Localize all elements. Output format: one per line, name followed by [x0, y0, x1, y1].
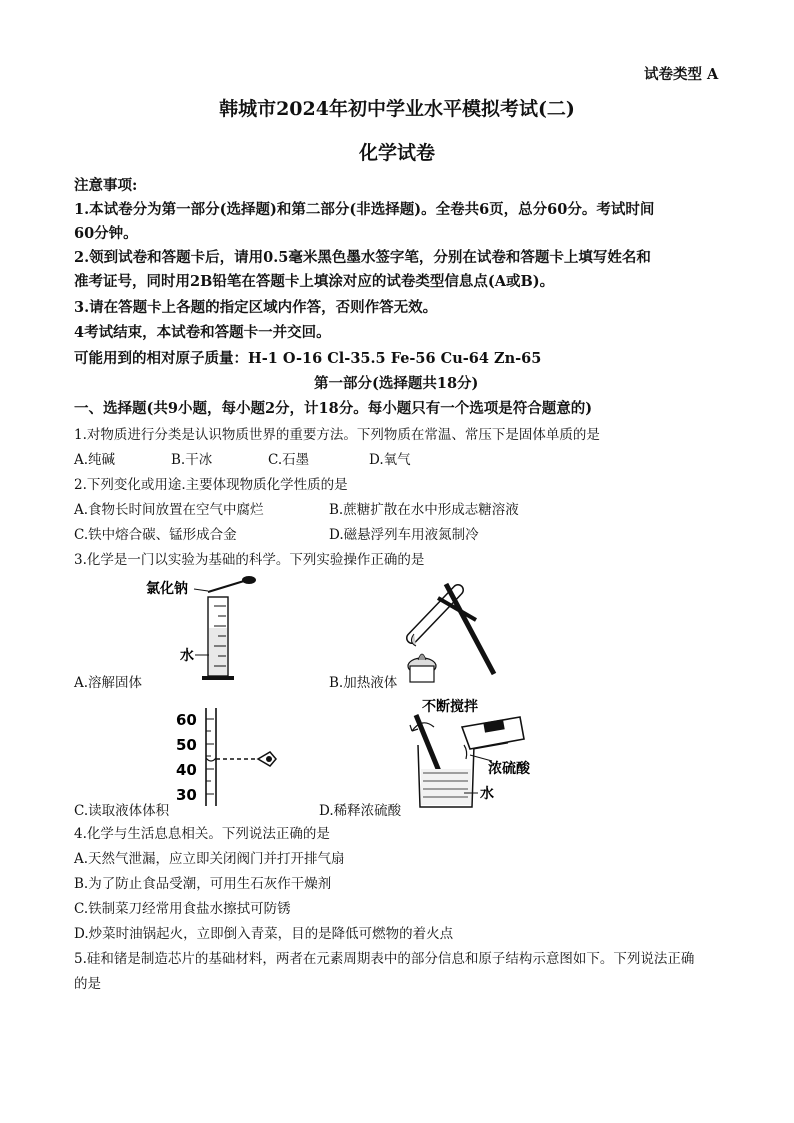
q1-option-d: D.氧气	[369, 452, 411, 468]
q4-option-a: A.天然气泄漏，应立即关闭阀门并打开排气扇	[74, 851, 345, 867]
section-heading: 一、选择题(共9小题，每小题2分，计18分。每小题只有一个选项是符合题意的)	[74, 400, 593, 417]
q3-option-d: D.稀释浓硫酸	[319, 803, 402, 819]
part1-heading: 第一部分(选择题共18分)	[314, 375, 479, 392]
figure-dissolving-solid	[140, 572, 260, 684]
q4-option-c: C.铁制菜刀经常用食盐水擦拭可防锈	[74, 901, 291, 917]
q3-option-c: C.读取液体体积	[74, 803, 170, 819]
q5-stem-line2: 的是	[74, 976, 101, 992]
exam-subtitle: 化学试卷	[358, 142, 435, 164]
q2-option-d: D.磁悬浮列车用液氮制冷	[329, 527, 479, 543]
q1-option-b: B.干冰	[171, 452, 213, 468]
figure-d-stir-label: 不断搅拌	[422, 699, 478, 715]
q4-stem: 4.化学与生活息息相关。下列说法正确的是	[74, 826, 330, 842]
figure-c-tick-50: 50	[176, 736, 197, 754]
q1-option-c: C.石墨	[268, 452, 310, 468]
figure-c-tick-30: 30	[176, 786, 197, 804]
q2-option-a: A.食物长时间放置在空气中腐烂	[74, 502, 264, 518]
figure-reading-volume	[170, 706, 280, 808]
note-1-line2: 60分钟。	[74, 225, 138, 242]
q2-stem: 2.下列变化或用途.主要体现物质化学性质的是	[74, 477, 348, 493]
note-4: 4考试结束，本试卷和答题卡一并交回。	[74, 324, 331, 341]
figure-d-acid-label: 浓硫酸	[488, 761, 530, 777]
q1-option-a: A.纯碱	[74, 452, 116, 468]
q4-option-b: B.为了防止食品受潮，可用生石灰作干燥剂	[74, 876, 332, 892]
q5-stem-line1: 5.硅和锗是制造芯片的基础材料，两者在元素周期表中的部分信息和原子结构示意图如下。下列说法正确	[74, 951, 695, 967]
paper-type-label: 试卷类型 A	[644, 66, 719, 83]
figure-a-water-label: 水	[180, 648, 194, 664]
exam-title: 韩城市2024年初中学业水平模拟考试(二)	[219, 98, 575, 120]
q3-option-b: B.加热液体	[329, 675, 398, 691]
q1-stem: 1.对物质进行分类是认识物质世界的重要方法。下列物质在常温、常压下是固体单质的是	[74, 427, 600, 443]
notes-heading: 注意事项:	[74, 177, 138, 194]
figure-a-nacl-label: 氯化钠	[146, 581, 188, 597]
note-2-line2: 准考证号，同时用2B铅笔在答题卡上填涂对应的试卷类型信息点(A或B)。	[74, 273, 555, 290]
q3-option-a: A.溶解固体	[74, 675, 143, 691]
figure-c-tick-40: 40	[176, 761, 197, 779]
q4-option-d: D.炒菜时油锅起火，立即倒入青菜，目的是降低可燃物的着火点	[74, 926, 454, 942]
q3-stem: 3.化学是一门以实验为基础的科学。下列实验操作正确的是	[74, 552, 425, 568]
figure-d-water-label: 水	[480, 786, 494, 802]
note-2-line1: 2.领到试卷和答题卡后，请用0.5毫米黑色墨水签字笔，分别在试卷和答题卡上填写姓名和	[74, 249, 651, 266]
figure-diluting-acid	[408, 695, 558, 813]
q2-option-c: C.铁中熔合碳、锰形成合金	[74, 527, 237, 543]
q2-option-b: B.蔗糖扩散在水中形成志糖溶液	[329, 502, 519, 518]
note-3: 3.请在答题卡上各题的指定区域内作答，否则作答无效。	[74, 299, 438, 316]
note-1-line1: 1.本试卷分为第一部分(选择题)和第二部分(非选择题)。全卷共6页，总分60分。考试时间	[74, 201, 655, 218]
figure-heating-liquid	[396, 580, 506, 688]
atomic-masses: 可能用到的相对原子质量：H-1 O-16 Cl-35.5 Fe-56 Cu-64 Zn-65	[74, 350, 542, 367]
figure-c-tick-60: 60	[176, 711, 197, 729]
